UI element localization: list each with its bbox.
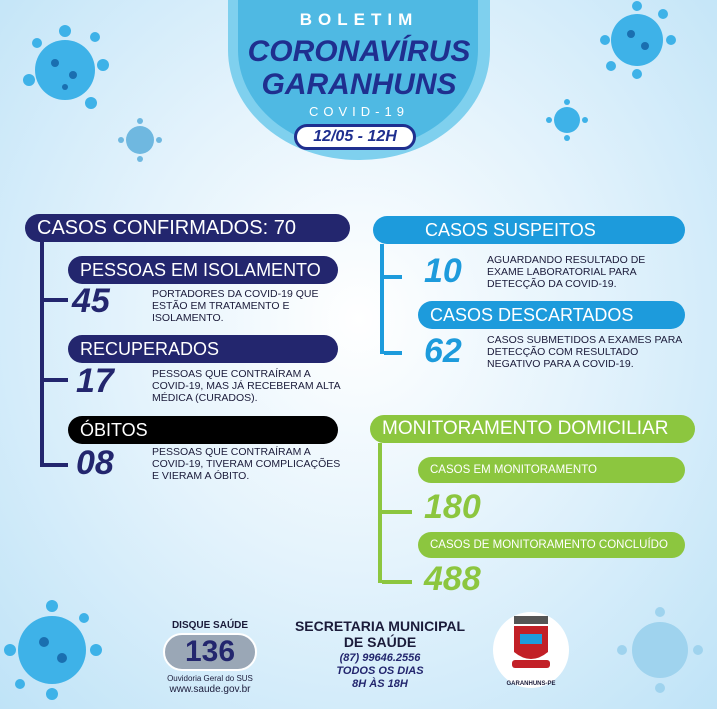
- isolation-label: PESSOAS EM ISOLAMENTO: [68, 256, 338, 284]
- crest-icon: [510, 616, 552, 676]
- recovered-label: RECUPERADOS: [68, 335, 338, 363]
- deaths-description: PESSOAS QUE CONTRAÍRAM A COVID-19, TIVERAM COMPLICAÇÕES E VIERAM A ÓBITO.: [152, 446, 341, 482]
- discarded-value: 62: [424, 332, 462, 370]
- suspected-description: AGUARDANDO RESULTADO DE EXAME LABORATORIAL PARA DETECÇÃO DA COVID-19.: [487, 254, 646, 290]
- secretaria-line1: SECRETARIA MUNICIPAL: [294, 618, 466, 634]
- isolation-description: PORTADORES DA COVID-19 QUE ESTÃO EM TRATAMENTO E ISOLAMENTO.: [152, 288, 319, 324]
- header-subtitle: COVID-19: [309, 104, 409, 119]
- disque-label: DISQUE SAÚDE: [171, 620, 249, 631]
- suspected-tree-line: [380, 244, 384, 354]
- isolation-value: 45: [72, 282, 110, 320]
- branch-line: [44, 378, 68, 382]
- branch-line: [44, 463, 68, 467]
- secretaria-days: TODOS OS DIAS: [336, 665, 424, 677]
- header-boletim: BOLETIM: [299, 10, 419, 29]
- branch-line: [384, 351, 402, 355]
- secretaria-hours: 8H ÀS 18H: [352, 678, 408, 690]
- deaths-value: 08: [76, 444, 114, 482]
- crest-label: GARANHUNS-PE: [506, 681, 556, 687]
- secretaria-line2: DE SAÚDE: [343, 634, 417, 650]
- recovered-value: 17: [76, 362, 114, 400]
- header-title-line2: GARANHUNS: [261, 68, 457, 101]
- discarded-label: CASOS DESCARTADOS: [418, 301, 685, 329]
- discarded-description: CASOS SUBMETIDOS A EXAMES PARA DETECÇÃO COM RESULTADO NEGATIVO PARA A COVID-19.: [487, 334, 682, 370]
- recovered-description: PESSOAS QUE CONTRAÍRAM A COVID-19, MAS JÁ RECEBERAM ALTA MÉDICA (CURADOS).: [152, 368, 341, 404]
- monitoring-ongoing-value: 180: [424, 488, 481, 526]
- header-date: 12/05 - 12H: [294, 124, 416, 150]
- header-title-line1: CORONAVÍRUS: [247, 35, 471, 68]
- suspected-label: CASOS SUSPEITOS: [373, 216, 685, 244]
- monitoring-concluded-value: 488: [424, 560, 481, 598]
- branch-line: [384, 275, 402, 279]
- ouvidoria-text: Ouvidoria Geral do SUS: [167, 674, 253, 683]
- website-link[interactable]: www.saude.gov.br: [169, 684, 251, 695]
- virus-icon: [15, 25, 115, 115]
- virus-icon: [0, 590, 120, 709]
- deaths-label: ÓBITOS: [68, 416, 338, 444]
- virus-icon: [595, 0, 695, 80]
- secretaria-phone: (87) 99646.2556: [339, 652, 421, 664]
- virus-icon: [545, 98, 590, 143]
- virus-icon: [610, 600, 717, 700]
- monitoring-concluded-label: CASOS DE MONITORAMENTO CONCLUÍDO: [418, 532, 685, 558]
- disque-number: 136: [163, 633, 257, 671]
- monitoring-title: MONITORAMENTO DOMICILIAR: [370, 415, 695, 443]
- branch-line: [44, 298, 68, 302]
- monitoring-ongoing-label: CASOS EM MONITORAMENTO: [418, 457, 685, 483]
- branch-line: [382, 510, 412, 514]
- branch-line: [382, 580, 412, 584]
- suspected-value: 10: [424, 252, 462, 290]
- virus-icon: [115, 118, 170, 163]
- confirmed-title: CASOS CONFIRMADOS: 70: [25, 214, 350, 242]
- confirmed-tree-line: [40, 242, 44, 467]
